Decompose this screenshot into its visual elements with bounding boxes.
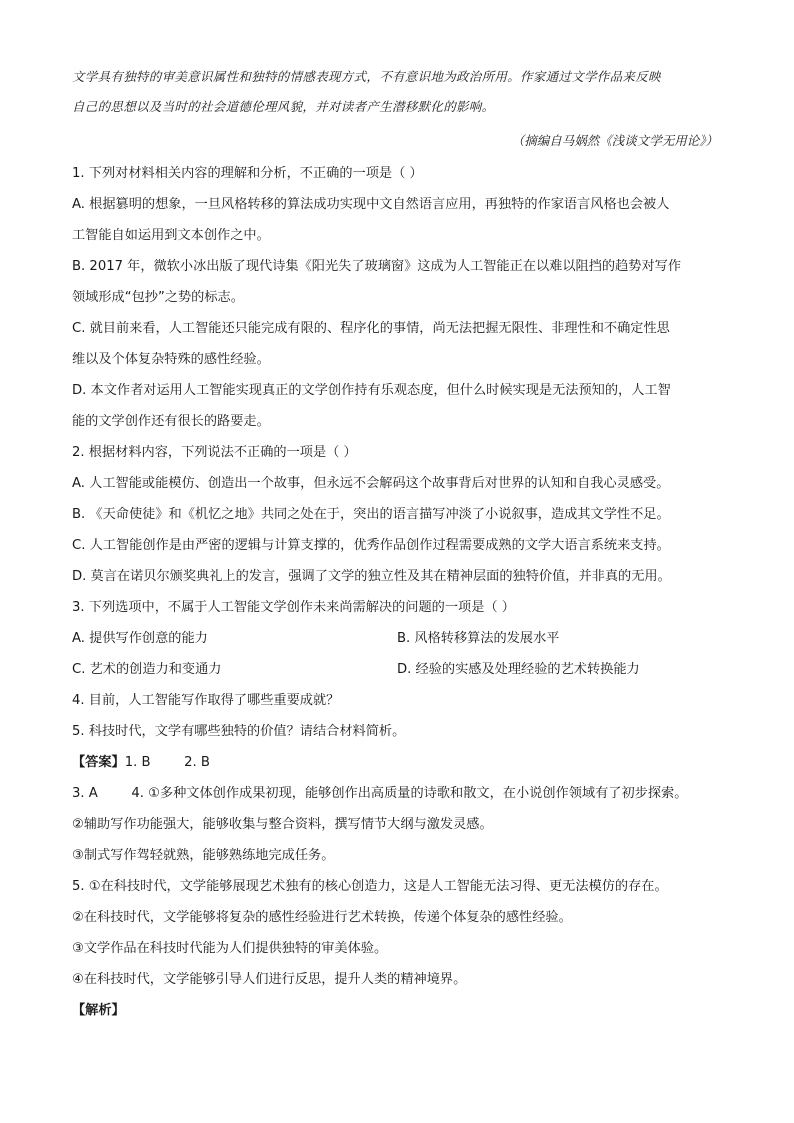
answer-tag: 【答案】 bbox=[72, 755, 125, 770]
q2-option-d: D. 莫言在诺贝尔颁奖典礼上的发言，强调了文学的独立性及其在精神层面的独特价值，并非真的无用。 bbox=[72, 569, 671, 584]
q3-option-d: D. 经验的实感及处理经验的艺术转换能力 bbox=[397, 662, 640, 677]
q3-options-row-2 bbox=[72, 654, 724, 685]
q1-option-b-line2: 领域形成“包抄”之势的标志。 bbox=[72, 290, 244, 305]
q1-option-b-line1: B. 2017 年，微软小冰出版了现代诗集《阳光失了玻璃窗》这成为人工智能正在以难以阻挡的趋势对写作 bbox=[72, 259, 682, 274]
q2-option-c: C. 人工智能创作是由严密的逻辑与计算支撑的，优秀作品创作过程需要成熟的文学大语言系统来支持。 bbox=[72, 538, 670, 553]
analysis-tag: 【解析】 bbox=[72, 1003, 125, 1018]
passage-line: 自己的思想以及当时的社会道德伦理风貌，并对读者产生潜移默化的影响。 bbox=[72, 99, 495, 114]
answer-line-2: 3. A 4. ①多种文体创作成果初现，能够创作出高质量的诗歌和散文，在小说创作领域有了初步探索。 bbox=[72, 786, 688, 801]
q1-option-d-line1: D. 本文作者对运用人工智能实现真正的文学创作持有乐观态度，但什么时候实现是无法预知的，人工智 bbox=[72, 383, 671, 398]
q1-option-d-line2: 能的文学创作还有很长的路要走。 bbox=[72, 414, 270, 429]
answer-q5-item: ③文学作品在科技时代能为人们提供独特的审美体验。 bbox=[72, 941, 388, 956]
q1-option-a-line1: A. 根据篡明的想象，一旦风格转移的算法成功实现中文自然语言应用，再独特的作家语言风格也会被人 bbox=[72, 197, 670, 212]
question-section bbox=[72, 158, 724, 1026]
answer-q5-item: ②在科技时代，文学能够将复杂的感性经验进行艺术转换，传递个体复杂的感性经验。 bbox=[72, 910, 572, 925]
question-2-stem: 2. 根据材料内容，下列说法不正确的一项是（ ） bbox=[72, 445, 357, 460]
answer-q5-item: 5. ①在科技时代，文学能够展现艺术独有的核心创造力，这是人工智能无法习得、更无法模仿的存在。 bbox=[72, 879, 668, 894]
question-3-stem: 3. 下列选项中，不属于人工智能文学创作未来尚需解决的问题的一项是（ ） bbox=[72, 600, 515, 615]
q1-option-c-line2: 维以及个体复杂特殊的感性经验。 bbox=[72, 352, 270, 367]
q1-option-c-line1: C. 就目前来看，人工智能还只能完成有限的、程序化的事情，尚无法把握无限性、非理性和不确定性思 bbox=[72, 321, 670, 336]
answer-q1-q2: 1. B 2. B bbox=[124, 755, 210, 770]
question-4: 4. 目前，人工智能写作取得了哪些重要成就？ bbox=[72, 693, 340, 708]
answer-q4-item: ③制式写作驾轻就熟，能够熟练地完成任务。 bbox=[72, 848, 335, 863]
q3-option-a: A. 提供写作创意的能力 bbox=[72, 631, 208, 646]
q3-option-b: B. 风格转移算法的发展水平 bbox=[397, 631, 560, 646]
question-1-stem: 1. 下列对材料相关内容的理解和分析，不正确的一项是（ ） bbox=[72, 166, 423, 181]
q3-options-row-1 bbox=[72, 623, 724, 654]
answer-line-1 bbox=[72, 747, 724, 778]
q2-option-b: B. 《天命使徒》和《机忆之地》共同之处在于，突出的语言描写冲淡了小说叙事，造成其文学性不足。 bbox=[72, 507, 670, 522]
q2-option-a: A. 人工智能或能模仿、创造出一个故事，但永远不会解码这个故事背后对世界的认知和自我心灵感受。 bbox=[72, 476, 670, 491]
passage-line: 文学具有独特的审美意识属性和独特的情感表现方式，不有意识地为政治所用。作家通过文学作品来反映 bbox=[72, 69, 661, 84]
q1-option-a-line2: 工智能自如运用到文本创作之中。 bbox=[72, 228, 270, 243]
q3-option-c: C. 艺术的创造力和变通力 bbox=[72, 662, 222, 677]
answer-q4-item: ②辅助写作功能强大，能够收集与整合资料，撰写情节大纲与激发灵感。 bbox=[72, 817, 493, 832]
passage-excerpt bbox=[72, 62, 722, 122]
passage-citation: （摘编自马娲然《浅谈文学无用论》） bbox=[511, 133, 718, 148]
answer-q5-item: ④在科技时代，文学能够引导人们进行反思，提升人类的精神境界。 bbox=[72, 972, 467, 987]
question-5: 5. 科技时代，文学有哪些独特的价值？请结合材料简析。 bbox=[72, 724, 406, 739]
